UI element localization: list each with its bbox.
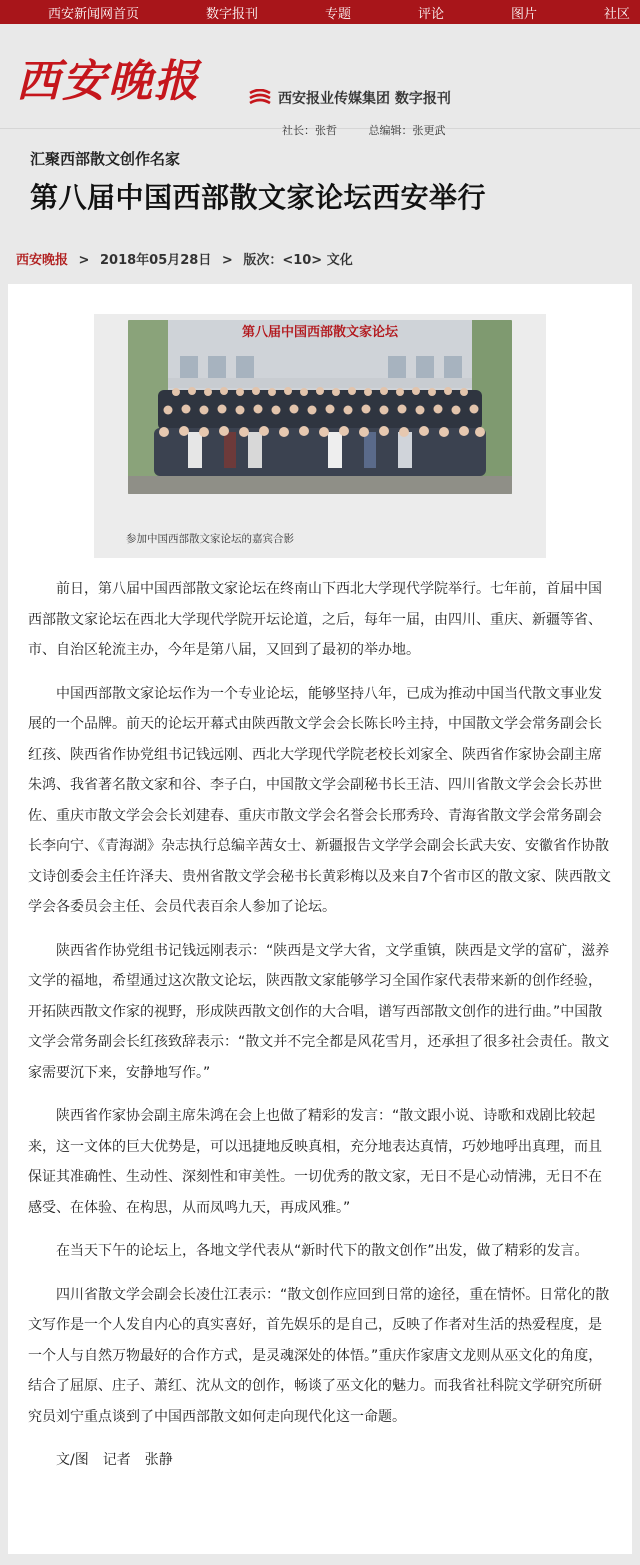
newspaper-logo[interactable]: 西安晚报 — [16, 56, 200, 107]
media-group-brand — [248, 88, 451, 108]
byline: 文/图 记者 张静 — [56, 1452, 173, 1468]
chief-editor-label: 总编辑：张更武 — [368, 124, 446, 137]
breadcrumb-paper-link[interactable]: 西安晚报 — [16, 253, 69, 268]
breadcrumb-date: 2018年05月28日 — [99, 253, 212, 268]
paragraph: 前日，第八届中国西部散文家论坛在终南山下西北大学现代学院举行。七年前，首届中国西部散文家论坛在西北大学现代学院开坛论道，之后，每年一届，由四川、重庆、新疆等省、市、自治区轮流主办，今年是第八届，又回到了最初的举办地。 — [28, 581, 602, 658]
breadcrumb — [16, 249, 353, 268]
nav-epaper-link[interactable]: 数字报刊 — [205, 6, 258, 22]
media-group-name: 西安报业传媒集团 数字报刊 — [278, 91, 451, 107]
article-subtitle: 汇聚西部散文创作名家 — [30, 150, 181, 168]
breadcrumb-separator: > — [78, 253, 90, 268]
nav-home-link[interactable]: 西安新闻网首页 — [48, 6, 140, 22]
top-nav — [0, 0, 640, 24]
article-body — [28, 574, 612, 1489]
paragraph: 在当天下午的论坛上，各地文学代表从“新时代下的散文创作”出发，做了精彩的发言。 — [56, 1243, 589, 1259]
photo-caption: 参加中国西部散文家论坛的嘉宾合影 — [126, 533, 294, 545]
group-logo-icon — [248, 89, 272, 107]
photo-figure — [94, 314, 546, 558]
paragraph: 中国西部散文家论坛作为一个专业论坛，能够坚持八年，已成为推动中国当代散文事业发展的一个品牌。前天的论坛开幕式由陕西散文学会会长陈长吟主持，中国散文学会常务副会长红孩、陕西省作协党组书记钱远刚、西北大学现代学院老校长刘家全、陕西省作家协会副主席朱鸿、我省著名散文家和谷、李子白，中国散文学会副秘书长王洁、四川省散文学会会长苏世佐、重庆市散文学会会长刘建春、重庆市散文学会名誉会长邢秀玲、青海省散文学会常务副会长李向宁、《青海湖》杂志执行总编辛茜女士、新疆报告文学学会副会长武夫安、安徽省作协散文诗创委会主任许泽夫、贵州省散文学会秘书长黄彩梅以及来自7个省市区的散文家、陕西散文学会各委员会主任、会员代表百余人参加了论坛。 — [28, 685, 611, 915]
nav-photo-link[interactable]: 图片 — [510, 6, 537, 22]
staff-line — [282, 122, 474, 138]
paragraph: 四川省散文学会副会长凌仕江表示：“散文创作应回到日常的途径，重在情怀。日常化的散文写作是一个人发自内心的真实喜好，首先娱乐的是自己，反映了作者对生活的热爱程度，是一个人与自然万物最好的合作方式，是灵魂深处的体悟。”重庆作家唐文龙则从巫文化的角度，结合了屈原、庄子、萧红、沈从文的创作，畅谈了巫文化的魅力。而我省社科院文学研究所研究员刘宁重点谈到了中国西部散文如何走向现代化这一命题。 — [28, 1286, 610, 1425]
paragraph: 陕西省作协党组书记钱远刚表示：“陕西是文学大省，文学重镇，陕西是文学的富矿，滋养文学的福地，希望通过这次散文论坛，陕西散文家能够学习全国作家代表带来新的创作经验，开拓陕西散文作家的视野，形成陕西散文创作的大合唱，谱写西部散文创作的进行曲。”中国散文学会常务副会长红孩致辞表示：“散文并不完全都是风花雪月，还承担了很多社会责任。散文家需要沉下来，安静地写作。” — [28, 942, 610, 1081]
nav-special-link[interactable]: 专题 — [324, 6, 351, 22]
group-photo-illustration — [128, 320, 512, 494]
photo-banner-text: 第八届中国西部散文家论坛 — [241, 325, 399, 340]
article-title: 第八届中国西部散文家论坛西安举行 — [30, 181, 487, 214]
masthead — [0, 24, 640, 137]
nav-opinion-link[interactable]: 评论 — [417, 6, 444, 22]
nav-community-link[interactable]: 社区 — [603, 6, 630, 22]
group-photo — [128, 320, 512, 494]
breadcrumb-edition: 版次：<10> 文化 — [243, 253, 353, 268]
breadcrumb-separator: > — [221, 253, 233, 268]
president-label: 社长：张哲 — [282, 124, 337, 137]
paragraph: 陕西省作家协会副主席朱鸿在会上也做了精彩的发言：“散文跟小说、诗歌和戏剧比较起来，这一文体的巨大优势是，可以迅捷地反映真相，充分地表达真情，巧妙地呼出真理，而且保证其准确性、生动性、深刻性和审美性。一切优秀的散文家，无日不是心动情沸，无日不在感受、在体验、在构思，从而凤鸣九天，再成风雅。” — [28, 1108, 602, 1216]
article-card — [8, 284, 632, 1554]
